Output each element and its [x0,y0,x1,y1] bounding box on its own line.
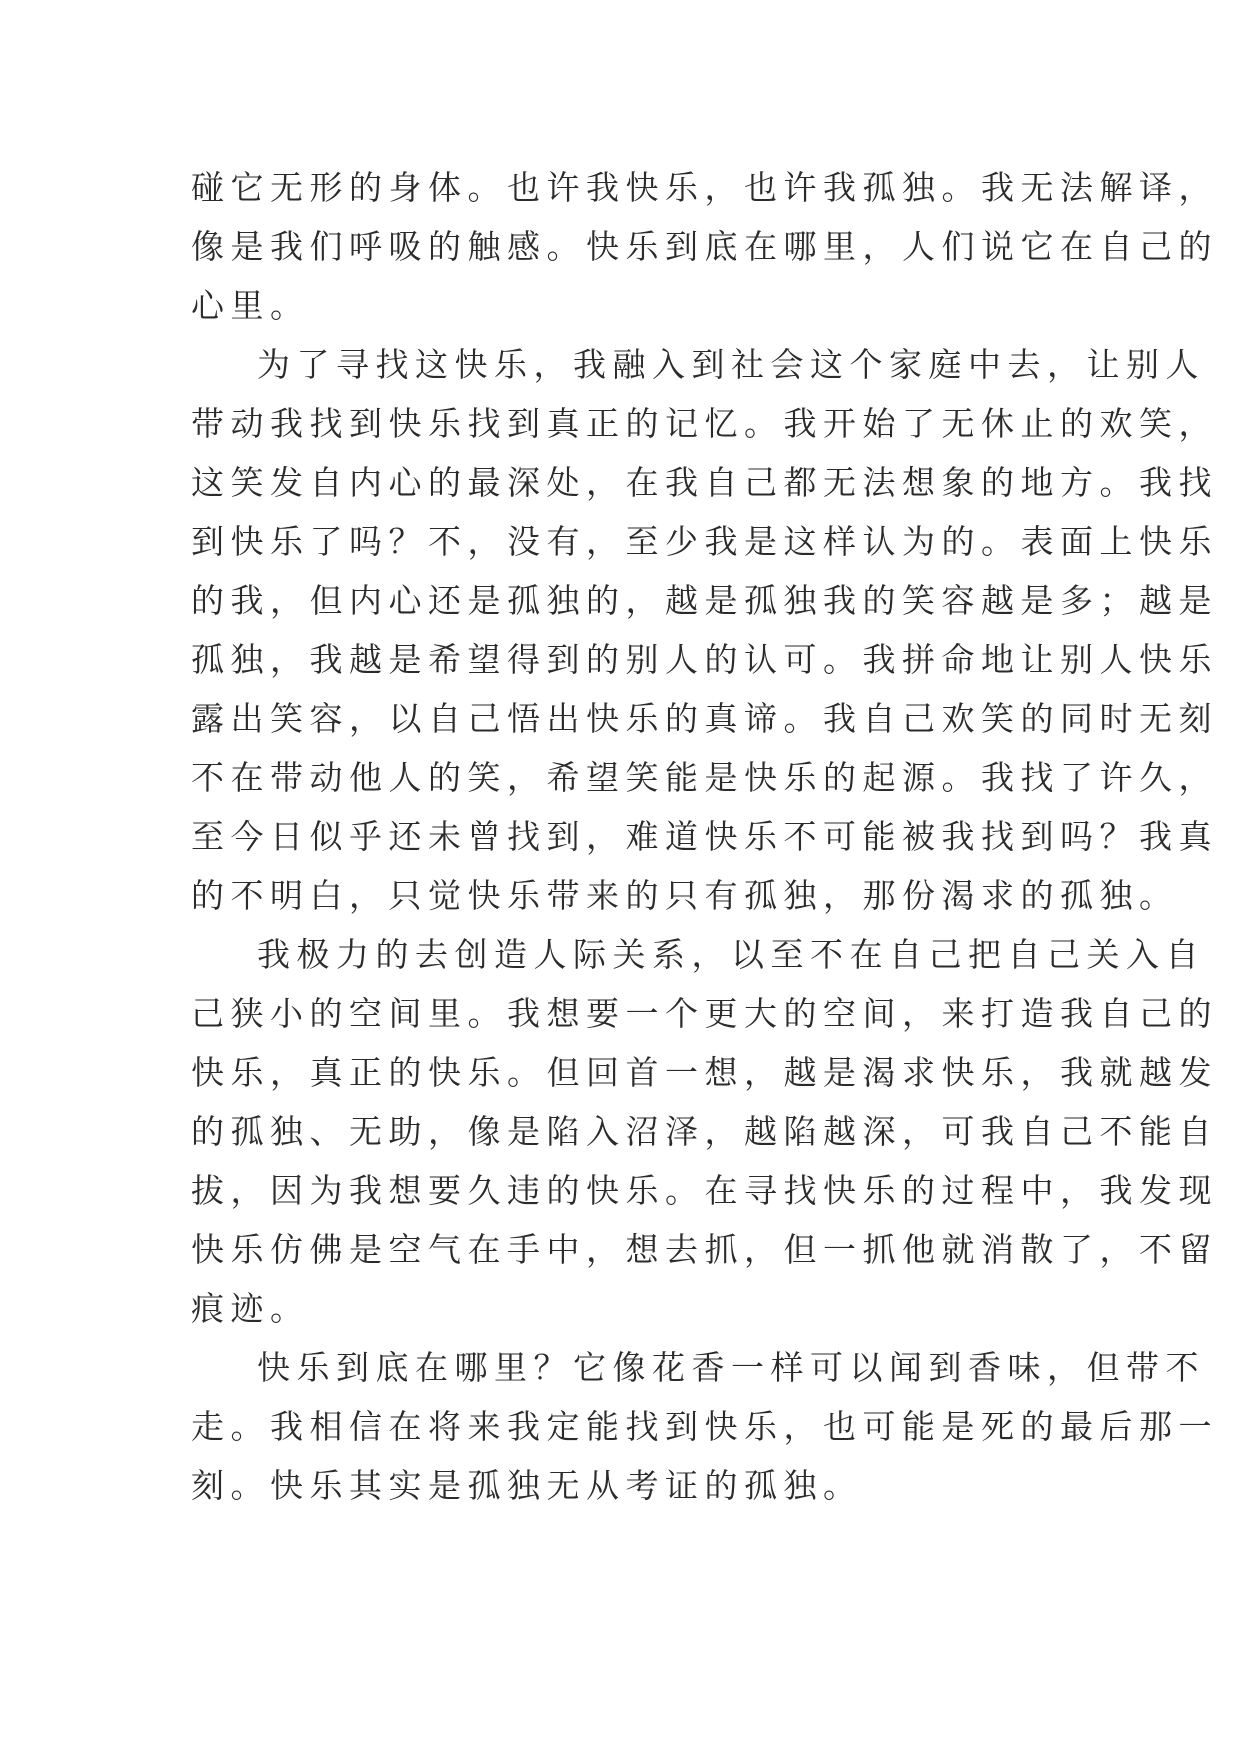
text-line: 快乐仿佛是空气在手中，想去抓，但一抓他就消散了，不留 [191,1230,1218,1269]
text-line: 这笑发自内心的最深处，在我自己都无法想象的地方。我找 [191,463,1218,502]
text-line: 走。我相信在将来我定能找到快乐，也可能是死的最后那一 [191,1407,1218,1446]
text-line: 心里。 [191,286,310,325]
paragraph-2 [191,335,1218,925]
text-line: 碰它无形的身体。也许我快乐，也许我孤独。我无法解译， [191,168,1218,207]
text-line: 到快乐了吗？不，没有，至少我是这样认为的。表面上快乐 [191,522,1218,561]
paragraph-1 [191,158,1218,335]
text-line: 拔，因为我想要久违的快乐。在寻找快乐的过程中，我发现 [191,1171,1218,1210]
text-line: 我极力的去创造人际关系，以至不在自己把自己关入自 [257,935,1205,974]
text-line: 带动我找到快乐找到真正的记忆。我开始了无休止的欢笑， [191,404,1218,443]
text-line: 刻。快乐其实是孤独无从考证的孤独。 [191,1466,863,1505]
paragraph-4 [191,1338,1218,1515]
text-line: 不在带动他人的笑，希望笑能是快乐的起源。我找了许久， [191,758,1218,797]
text-line: 快乐，真正的快乐。但回首一想，越是渴求快乐，我就越发 [191,1053,1218,1092]
text-line: 的孤独、无助，像是陷入沼泽，越陷越深，可我自己不能自 [191,1112,1218,1151]
text-line: 孤独，我越是希望得到的别人的认可。我拼命地让别人快乐 [191,640,1218,679]
text-line: 为了寻找这快乐，我融入到社会这个家庭中去，让别人 [257,345,1205,384]
text-line: 的我，但内心还是孤独的，越是孤独我的笑容越是多；越是 [191,581,1218,620]
text-line: 的不明白，只觉快乐带来的只有孤独，那份渴求的孤独。 [191,876,1179,915]
text-line: 露出笑容，以自己悟出快乐的真谛。我自己欢笑的同时无刻 [191,699,1218,738]
text-line: 己狭小的空间里。我想要一个更大的空间，来打造我自己的 [191,994,1218,1033]
paragraph-3 [191,925,1218,1338]
text-line: 像是我们呼吸的触感。快乐到底在哪里，人们说它在自己的 [191,227,1218,266]
text-line: 痕迹。 [191,1289,310,1328]
text-line: 至今日似乎还未曾找到，难道快乐不可能被我找到吗？我真 [191,817,1218,856]
essay-body [191,158,1218,1515]
text-line: 快乐到底在哪里？它像花香一样可以闻到香味，但带不 [257,1348,1205,1387]
